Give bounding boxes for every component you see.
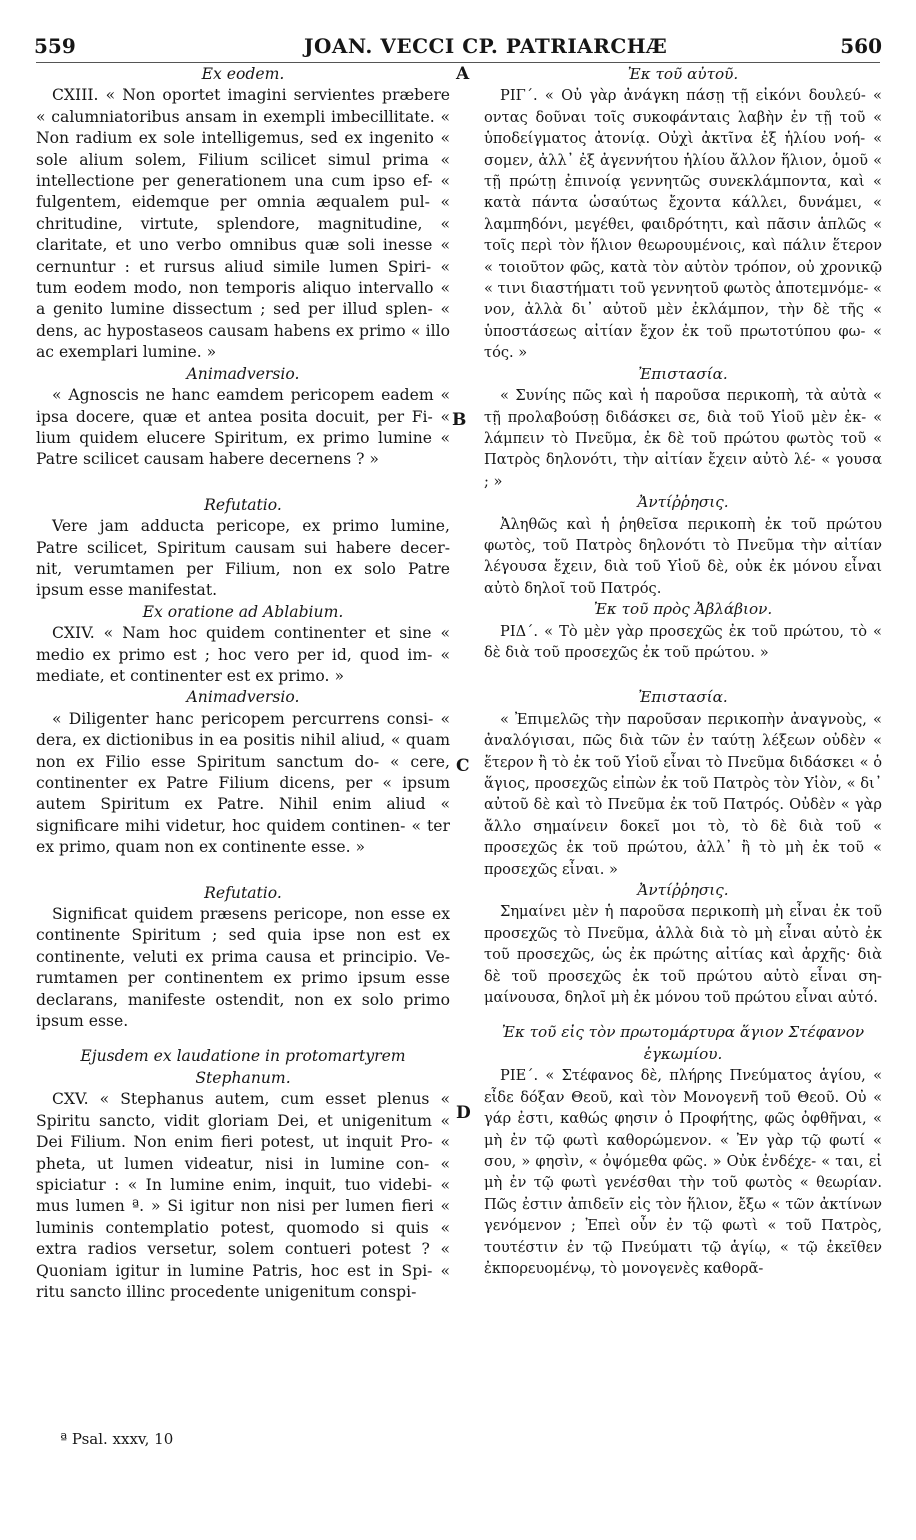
heading-epistasia-1: Ἐπιστασία. <box>638 364 728 383</box>
running-header <box>34 28 882 60</box>
heading-laudatio-stephani: Ejusdem ex laudatione in protomartyrem Stephanum. <box>80 1047 406 1087</box>
heading-refutatio-1: Refutatio. <box>204 495 282 514</box>
heading-epistasia-2: Ἐπιστασία. <box>638 688 728 707</box>
heading-antirrhesis-1: Ἀντίῤῥησις. <box>637 493 729 512</box>
paragraph-rie: ΡΙΕ΄. « Στέφανος δὲ, πλήρης Πνεύματος ἁγίου, « εἶδε δόξαν Θεοῦ, καὶ τὸν Μονογενῆ τοῦ Θεοῦ. Οὐ « γάρ ἐστι, καθώς φησιν ὁ Προφήτης, φῶς ὀφθῆναι, « μὴ ἐν τῷ φωτὶ καθορώμενον. « Ἐν γὰρ τῷ φωτί « σου, » φησὶν, « ὀψόμεθα φῶς. » Οὐκ ἐνδέχε- « ται, εἰ μὴ ἐν τῷ φωτὶ γενέσθαι τὴν τοῦ φωτὸς « θεωρίαν. Πῶς ἐστιν ἀπιδεῖν εἰς τὸν ἥλιον, ἔξω « τῶν ἀκτίνων γενόμενον ; Ἐπεὶ οὖν ἐν τῷ φωτὶ « τοῦ Πατρὸς, τουτέστιν ἐν τῷ Πνεύματι τῷ ἁγίῳ, « τῷ ἐκεῖθεν ἐκπορευομένῳ, τὸ μονογενὲς καθορᾶ- <box>484 1067 882 1277</box>
paragraph-cxv: CXV. « Stephanus autem, cum esset plenus « Spiritu sancto, vidit gloriam Dei, et unigenitum « Dei Filium. Non enim fieri potest, ut inquit Pro- « pheta, ut lumen videatur, nisi in lumine con- « spiciatur : « In lumine enim, inquit, tuo videbi- « mus lumen ª. » Si igitur non nisi per lumen fieri « luminis contemplatio potest, quomodo si quis « extra radios versetur, solem contueri potest ? « Quoniam igitur in lumine Patris, hoc est in Spi- « ritu sancto illinc procedente unigenitum conspi- <box>36 1090 450 1301</box>
paragraph-antirrhesis-2: Σημαίνει μὲν ἡ παροῦσα περικοπὴ μὴ εἶναι ἐκ τοῦ προσεχῶς τὸ Πνεῦμα, ἀλλὰ διὰ τὸ μὴ εἶναι αὐτὸ ἐκ τοῦ προσεχῶς, ὡς ἐκ πρώτης αἰτίας καὶ ἀρχῆς· διὰ δὲ τοῦ προσεχῶς ἐκ τοῦ πρώτου αὐτὸ εἶναι ση- μαίνουσα, δηλοῖ μὴ ἐκ μόνου τοῦ πρώτου εἶναι αὐτό. <box>484 903 882 1007</box>
paragraph-animadversio-1: « Agnoscis ne hanc eamdem pericopem eadem « ipsa docere, quæ et antea posita docuit, per Fi- « lium quidem elucere Spiritum, ex primo lumine « Patre scilicet causam habere decernens ? » <box>36 386 450 469</box>
paragraph-epistasia-1: « Συνίης πῶς καὶ ἡ παροῦσα περικοπὴ, τὰ αὐτὰ « τῇ προλαβούσῃ διδάσκει σε, διὰ τοῦ Υἱοῦ μὲν ἐκ- « λάμπειν τὸ Πνεῦμα, ἐκ δὲ τοῦ πρώτου φωτὸς τοῦ « Πατρὸς δηλονότι, τὴν αἰτίαν ἔχειν αὐτὸ λέ- « γουσα ; » <box>484 387 882 490</box>
heading-animadversio-1: Animadversio. <box>186 364 300 383</box>
margin-letter-c: C <box>456 756 470 776</box>
heading-refutatio-2: Refutatio. <box>204 883 282 902</box>
paragraph-refutatio-2: Significat quidem præsens pericope, non esse ex continente Spiritum ; sed quia ipse non est ex continente, veluti ex prima causa et principio. Ve- rumtamen per continentem ex primo ipsum esse declarans, manifeste ostendit, non ex solo primo ipsum esse. <box>36 905 450 1031</box>
paragraph-rid: ΡΙΔ΄. « Τὸ μὲν γὰρ προσεχῶς ἐκ τοῦ πρώτου, τὸ « δὲ διὰ τοῦ προσεχῶς ἐκ τοῦ πρώτου. » <box>484 622 882 661</box>
header-rule <box>36 62 880 63</box>
paragraph-rig: ΡΙΓ΄. « Οὐ γὰρ ἀνάγκη πάσῃ τῇ εἰκόνι δουλεύ- « οντας δοῦναι τοῖς συκοφάνταις λαβὴν ἐν τῇ τοῦ « ὑποδείγματος ἀτονίᾳ. Οὐχὶ ἀκτῖνα ἐξ ἡλίου νοή- « σομεν, ἀλλ᾽ ἐξ ἀγεννήτου ἡλίου ἄλλον ἥλιον, ὁμοῦ « τῇ πρώτῃ ἐπινοίᾳ γεννητῶς συνεκλάμποντα, καὶ « κατὰ πάντα ὡσαύτως ἔχοντα κάλλει, δυνάμει, « λαμπηδόνι, μεγέθει, φαιδρότητι, καὶ πᾶσιν ἁπλῶς « τοῖς περὶ τὸν ἥλιον θεωρουμένοις, καὶ πάλιν ἕτερον « τοιοῦτον φῶς, κατὰ τὸν αὐτὸν τρόπον, οὐ χρονικῷ « τινι διαστήματι τοῦ γεννητοῦ φωτὸς ἀποτεμνόμε- « νον, ἀλλὰ δι᾽ αὐτοῦ μὲν ἐκλάμπον, τὴν δὲ τῆς « ὑποστάσεως αἰτίαν ἔχον ἐκ τοῦ πρωτοτύπου φω- « τός. » <box>484 87 882 362</box>
heading-antirrhesis-2: Ἀντίῤῥησις. <box>637 881 729 900</box>
heading-animadversio-2: Animadversio. <box>186 688 300 707</box>
paragraph-cxiv: CXIV. « Nam hoc quidem continenter et sine « medio ex primo est ; hoc vero per id, quod im- « mediate, et continenter est ex primo. » <box>36 624 450 685</box>
heading-ek-tou-autou: Ἐκ τοῦ αὐτοῦ. <box>627 65 739 83</box>
paragraph-epistasia-2: « Ἐπιμελῶς τὴν παροῦσαν περικοπὴν ἀναγνοὺς, « ἀναλόγισαι, πῶς διὰ τῶν ἐν ταύτῃ λέξεων οὐδὲν « ἕτερον ἢ τὸ ἐκ τοῦ Υἱοῦ εἶναι τὸ Πνεῦμα διδάσκει « ὁ ἅγιος, προσεχῶς εἰπὼν ἐκ τοῦ Πατρὸς τὸν Υἱὸν, « δι᾽ αὐτοῦ δὲ καὶ τὸ Πνεῦμα ἐκ τοῦ Πατρός. Οὐδὲν « γὰρ ἄλλο σημαίνειν δοκεῖ μοι τὸ, τὸ δὲ διὰ τοῦ « προσεχῶς ἐκ τοῦ πρώτου, ἀλλ᾽ ἢ τὸ μὴ ἐκ τοῦ « προσεχῶς εἶναι. » <box>484 710 882 878</box>
heading-pros-ablabion: Ἐκ τοῦ πρὸς Ἀβλάβιον. <box>593 600 773 619</box>
paragraph-animadversio-2: « Diligenter hanc pericopem percurrens consi- « dera, ex dictionibus in ea positis nihil aliud, « quam non ex Filio esse Spiritum sanctum do- « cere, continenter ex Patre Filium dicens, per « ipsum autem Spiritum ex Patre. Nihil enim aliud « significare mihi videtur, hoc quidem continen- « ter ex primo, quam non ex continente esse. » <box>36 709 450 857</box>
paragraph-cxiii: CXIII. « Non oportet imagini servientes præbere « calumniatoribus ansam in exempli imbecillitate. « Non radium ex sole intelligemus, sed ex ingenito « sole alium solem, Filium scilicet simul prima « intellectione per generationem una cum ipso ef- « fulgentem, eidemque per omnia æqualem pul- « chritudine, virtute, splendore, magnitudine, « claritate, et uno verbo omnibus quæ soli inesse « cernuntur : et rursus aliud simile lumen Spiri- « tum eodem modo, non temporis aliquo intervallo « a genito lumine dissectum ; sed per illud splen- « dens, ac hypostaseos causam habens ex primo « illo ac exemplari lumine. » <box>36 86 450 362</box>
heading-ex-eodem: Ex eodem. <box>201 65 285 83</box>
running-title: JOAN. VECCI CP. PATRIARCHÆ <box>304 34 668 58</box>
paragraph-antirrhesis-1: Ἀληθῶς καὶ ἡ ῥηθεῖσα περικοπὴ ἐκ τοῦ πρώτου φωτὸς, τοῦ Πατρὸς δηλονότι τὸ Πνεῦμα τὴν αἰτίαν λέγουσα ἔχειν, διὰ τοῦ Υἱοῦ δὲ, οὐκ ἐκ μόνου εἶναι αὐτὸ δηλοῖ τοῦ Πατρός. <box>484 515 882 597</box>
margin-letter-d: D <box>456 1103 471 1123</box>
margin-letter-a: A <box>456 64 470 84</box>
heading-eis-stephanon: Ἐκ τοῦ εἰς τὸν πρωτομάρτυρα ἅγιον Στέφανον ἐγκωμίου. <box>501 1023 865 1063</box>
heading-ad-ablabium: Ex oratione ad Ablabium. <box>142 602 344 621</box>
margin-letter-b: B <box>452 410 467 430</box>
page-number-left: 559 <box>34 34 76 58</box>
latin-column <box>36 64 450 1303</box>
greek-column <box>484 64 882 1279</box>
footnote: ª Psal. xxxv, 10 <box>60 1430 174 1448</box>
page-number-right: 560 <box>840 34 882 58</box>
paragraph-refutatio-1: Vere jam adducta pericope, ex primo lumine, Patre scilicet, Spiritum causam sui habere decer- nit, verumtamen per Filium, non ex solo Patre ipsum esse manifestat. <box>36 517 450 600</box>
